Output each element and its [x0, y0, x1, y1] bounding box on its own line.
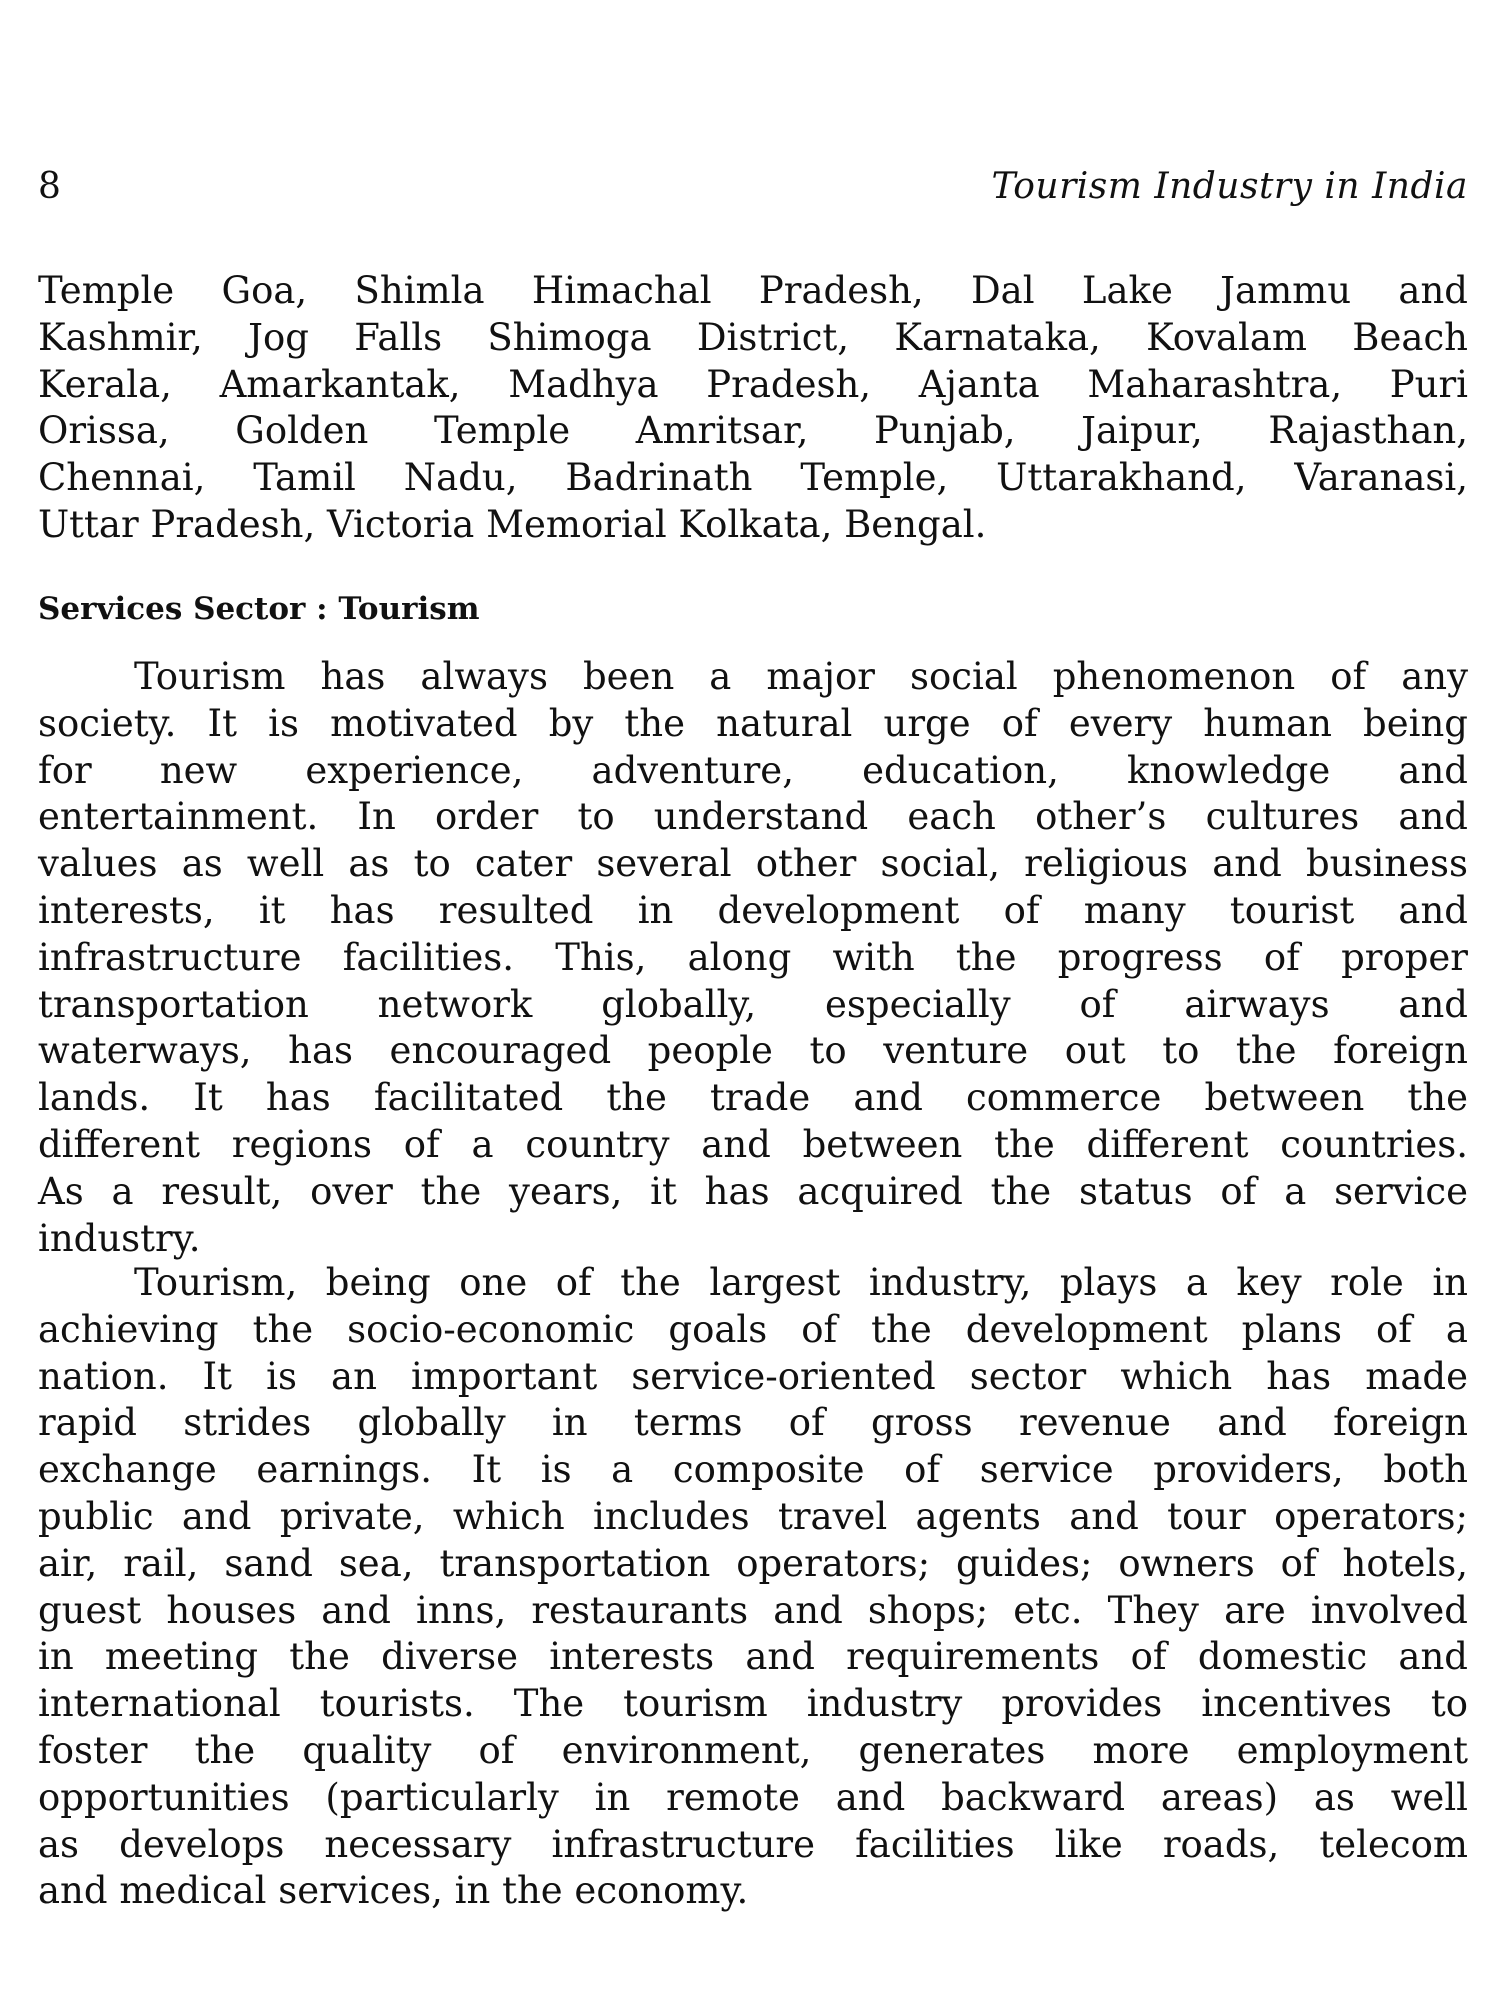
text-line: Kerala, Amarkantak, Madhya Pradesh, Ajanta Maharashtra, Puri	[38, 362, 1468, 406]
text-line: public and private, which includes travel agents and tour operators;	[38, 1494, 1468, 1538]
text-line: as develops necessary infrastructure facilities like roads, telecom	[38, 1822, 1468, 1866]
text-line: opportunities (particularly in remote and backward areas) as well	[38, 1775, 1468, 1819]
text-line: Orissa, Golden Temple Amritsar, Punjab, Jaipur, Rajasthan,	[38, 409, 1468, 453]
text-line: lands. It has facilitated the trade and commerce between the	[38, 1076, 1468, 1120]
text-line: Kashmir, Jog Falls Shimoga District, Karnataka, Kovalam Beach	[38, 315, 1468, 359]
text-line: nation. It is an important service-oriented sector which has made	[38, 1354, 1468, 1398]
text-line: Chennai, Tamil Nadu, Badrinath Temple, Uttarakhand, Varanasi,	[38, 456, 1468, 500]
text-line: infrastructure facilities. This, along with the progress of proper	[38, 935, 1468, 979]
text-line: values as well as to cater several other social, religious and business	[38, 842, 1468, 886]
text-line: air, rail, sand sea, transportation operators; guides; owners of hotels,	[38, 1541, 1468, 1585]
text-line: Tourism, being one of the largest industry, plays a key role in	[134, 1261, 1468, 1304]
text-line: and medical services, in the economy.	[38, 1869, 749, 1913]
section-heading: Services Sector : Tourism	[38, 591, 480, 627]
text-line: society. It is motivated by the natural urge of every human being	[38, 701, 1468, 745]
text-line: Tourism has always been a major social phenomenon of any	[134, 655, 1468, 698]
page-number: 8	[38, 166, 61, 207]
text-line: foster the quality of environment, generates more employment	[38, 1728, 1468, 1772]
text-line: Temple Goa, Shimla Himachal Pradesh, Dal Lake Jammu and	[38, 269, 1468, 312]
text-line: guest houses and inns, restaurants and shops; etc. They are involved	[38, 1588, 1468, 1632]
text-line: for new experience, adventure, education, knowledge and	[38, 748, 1468, 792]
intro-paragraph	[38, 268, 1468, 549]
text-line: industry.	[38, 1216, 201, 1260]
text-line: rapid strides globally in terms of gross revenue and foreign	[38, 1401, 1468, 1445]
text-line: interests, it has resulted in development of many tourist and	[38, 888, 1468, 932]
text-line: achieving the socio-economic goals of the development plans of a	[38, 1307, 1468, 1351]
text-line: in meeting the diverse interests and requirements of domestic and	[38, 1635, 1468, 1679]
text-line: transportation network globally, especially of airways and	[38, 982, 1468, 1026]
text-line: different regions of a country and between the different countries.	[38, 1122, 1468, 1166]
text-line: entertainment. In order to understand each other’s cultures and	[38, 795, 1468, 839]
text-line: international tourists. The tourism industry provides incentives to	[38, 1682, 1468, 1726]
text-line: waterways, has encouraged people to venture out to the foreign	[38, 1029, 1468, 1073]
text-line: exchange earnings. It is a composite of service providers, both	[38, 1448, 1468, 1492]
text-line: Uttar Pradesh, Victoria Memorial Kolkata, Bengal.	[38, 502, 987, 546]
running-title: Tourism Industry in India	[991, 166, 1468, 207]
text-line: As a result, over the years, it has acquired the status of a service	[38, 1169, 1468, 1213]
paragraph-2	[38, 1260, 1468, 1915]
paragraph-1	[38, 654, 1468, 1262]
